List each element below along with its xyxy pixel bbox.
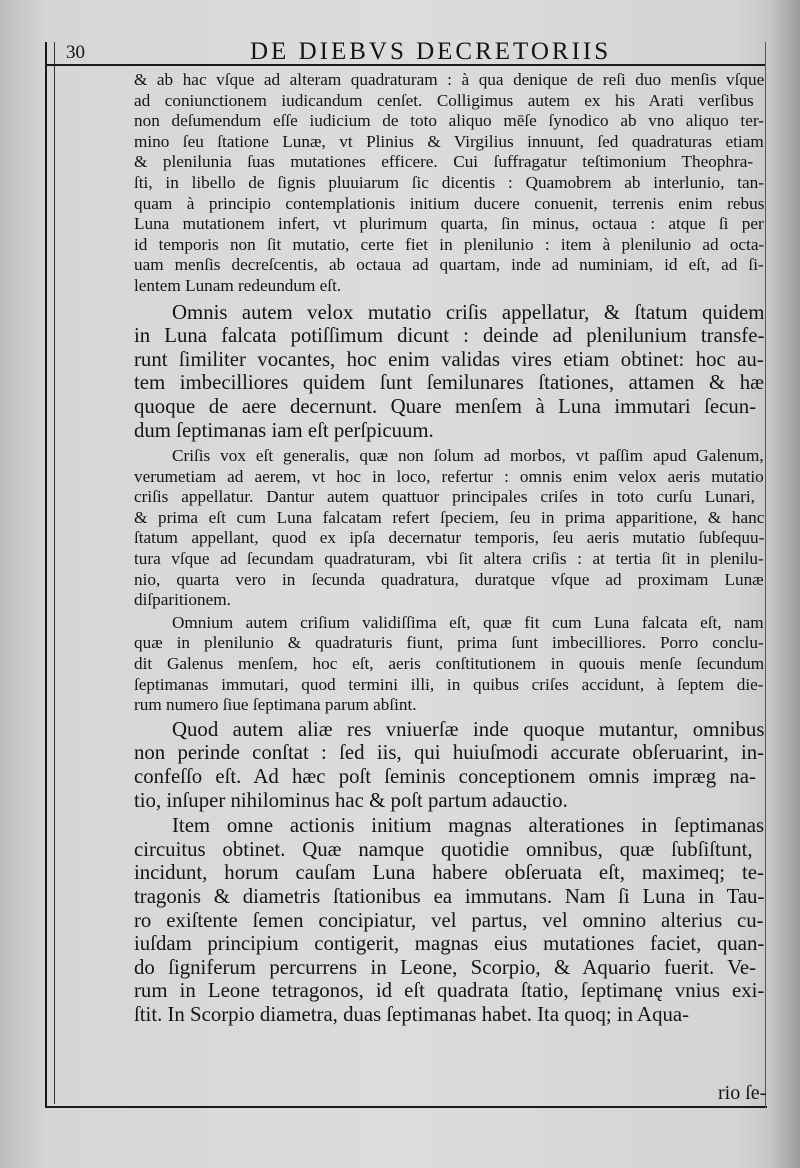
text-line: verumetiam ad aerem, vt hoc in loco, refertur : omnis enim velox aeris mutatio [134,466,764,486]
paragraph [134,814,764,1026]
frame-rule-left-inner [54,42,55,1104]
running-head: DE DIEBVS DECRETORIIS [250,38,612,65]
text-line: Item omne actionis initium magnas alterationes in ſeptimanas [172,814,764,838]
text-line: circuitus obtinet. Quæ namque quotidie omnibus, quæ ſubſiſtunt, [134,837,753,861]
text-line: Luna mutationem infert, vt plurimum quarta, ſin minus, octaua : atque ſi per [134,214,764,234]
text-line: quam à principio contemplationis initium ducere conuenit, terrenis enim rebus [134,193,764,213]
paragraph [134,446,764,611]
text-line: non deſumendum eſſe iudicium de toto aliquo mēſe ſynodico ab vno aliquo ter- [134,111,764,131]
text-line: rum in Leone tetragonos, id eſt quadrata ſtatio, ſeptimanę vnius exi- [134,979,764,1003]
frame-rule-left [45,42,47,1108]
paragraph [134,70,764,297]
paragraph [134,718,764,812]
text-line: ſtatum appellant, quod ex ipſa decernatur temporis, ſeu aeris mutatio ſubſequu- [134,528,764,548]
text-line: Omnium autem criſium validiſſima eſt, quæ fit cum Luna falcata eſt, nam [172,612,764,632]
text-line: tio, inſuper nihilominus hac & poſt partum adauctio. [134,788,568,812]
text-line: Quod autem aliæ res vniuerſæ inde quoque mutantur, omnibus [172,717,764,741]
text-line: tura vſque ad ſecundam quadraturam, vbi ſit altera criſis : at tertia ſit in plenilu- [134,549,764,569]
text-line: do ſigniferum percurrens in Leone, Scorpio, & Aquario fuerit. Ve- [134,955,757,979]
text-line: dum ſeptimanas iam eſt perſpicuum. [134,418,434,442]
text-line: confeſſo eſt. Ad hæc poſt ſeminis conceptionem omnis impræg na- [134,765,756,788]
text-line: criſis appellatur. Dantur autem quattuor principales criſes in toto curſu Lunari, [134,487,755,507]
catchword: rio ſe- [718,1082,767,1104]
text-line: diſparitionem. [134,590,231,610]
text-line: ſtit. In Scorpio diametra, duas ſeptimanas habet. Ita quoq; in Aqua- [134,1002,690,1026]
text-line: iuſdam principium contigerit, magnas eius mutationes faciet, quan- [134,932,764,956]
text-line: tem imbecilliores quidem ſunt ſemilunares ſtationes, attamen & hæ [134,371,764,395]
text-line: tragonis & diametris ſtationibus ea immutans. Nam ſi Luna in Tau- [134,884,764,908]
text-line: ro exiſtente ſemen concipiatur, vel partus, vel omnino alterius cu- [134,908,764,932]
text-line: dit Galenus menſem, hoc eſt, aeris conſtitutionem in quouis menſe ſecundum [134,654,764,674]
text-line: ſeptimanas immutari, quod termini illi, in quibus criſes accidunt, à ſeptem die- [134,674,764,694]
paragraph [134,613,764,716]
text-line: uam menſis decreſcentis, ab octaua ad quartam, inde ad numiniam, id eſt, ad ſi- [134,255,764,275]
text-line: & plenilunia ſuas mutationes efficere. Cui ſuffragatur teſtimonium Theophra- [134,152,754,172]
text-line: quoque de aere decernunt. Quare menſem à Luna immutari ſecun- [134,394,757,418]
frame-rule-bottom [45,1106,767,1108]
text-line: nio, quarta vero in ſecunda quadratura, duratque vſque ad proximam Lunæ [134,569,764,589]
text-line: lentem Lunam redeundum eſt. [134,275,342,295]
page-number: 30 [66,42,85,63]
text-block [134,70,764,1027]
text-line: in Luna falcata potiſſimum dicunt : deinde ad plenilunium transfe- [134,324,764,348]
text-line: mino ſeu ſtatione Lunæ, vt Plinius & Virgilius innuunt, ſed quadraturas etiam [134,131,764,151]
text-line: rum numero ſiue ſeptimana parum abſint. [134,695,417,715]
text-line: & prima eſt cum Luna falcatam refert ſpeciem, ſeu in prima apparitione, & hanc [134,507,764,527]
frame-rule-right [765,42,766,1108]
text-line: & ab hac vſque ad alteram quadraturam : à qua denique de reſi duo menſis vſque [134,70,764,89]
text-line: ad coniunctionem iudicandum cenſet. Colligimus autem ex his Arati verſibus [134,90,754,110]
text-line: Omnis autem velox mutatio criſis appellatur, & ſtatum quidem [172,300,764,324]
text-line: incidunt, horum cauſam Luna habere obſeruata eſt, maximeq; te- [134,861,764,885]
spine-shadow [770,0,800,1168]
paragraph [134,301,764,443]
text-line: non perinde conſtat : ſed iis, qui huiuſmodi accurate obſeruarint, in- [134,741,764,765]
text-line: runt ſimiliter vocantes, hoc enim validas vires etiam obtinet: hoc au- [134,347,764,371]
text-line: id temporis non ſit mutatio, certe fiet in plenilunio : item à plenilunio ad octa- [134,234,764,254]
text-line: Criſis vox eſt generalis, quæ non ſolum ad morbos, vt paſſim apud Galenum, [172,446,764,466]
text-line: quæ in plenilunio & quadraturis fiunt, prima ſunt imbecilliores. Porro conclu- [134,633,764,653]
text-line: ſti, in libello de ſignis pluuiarum ſic dicentis : Quamobrem ab interlunio, tan- [134,172,764,192]
